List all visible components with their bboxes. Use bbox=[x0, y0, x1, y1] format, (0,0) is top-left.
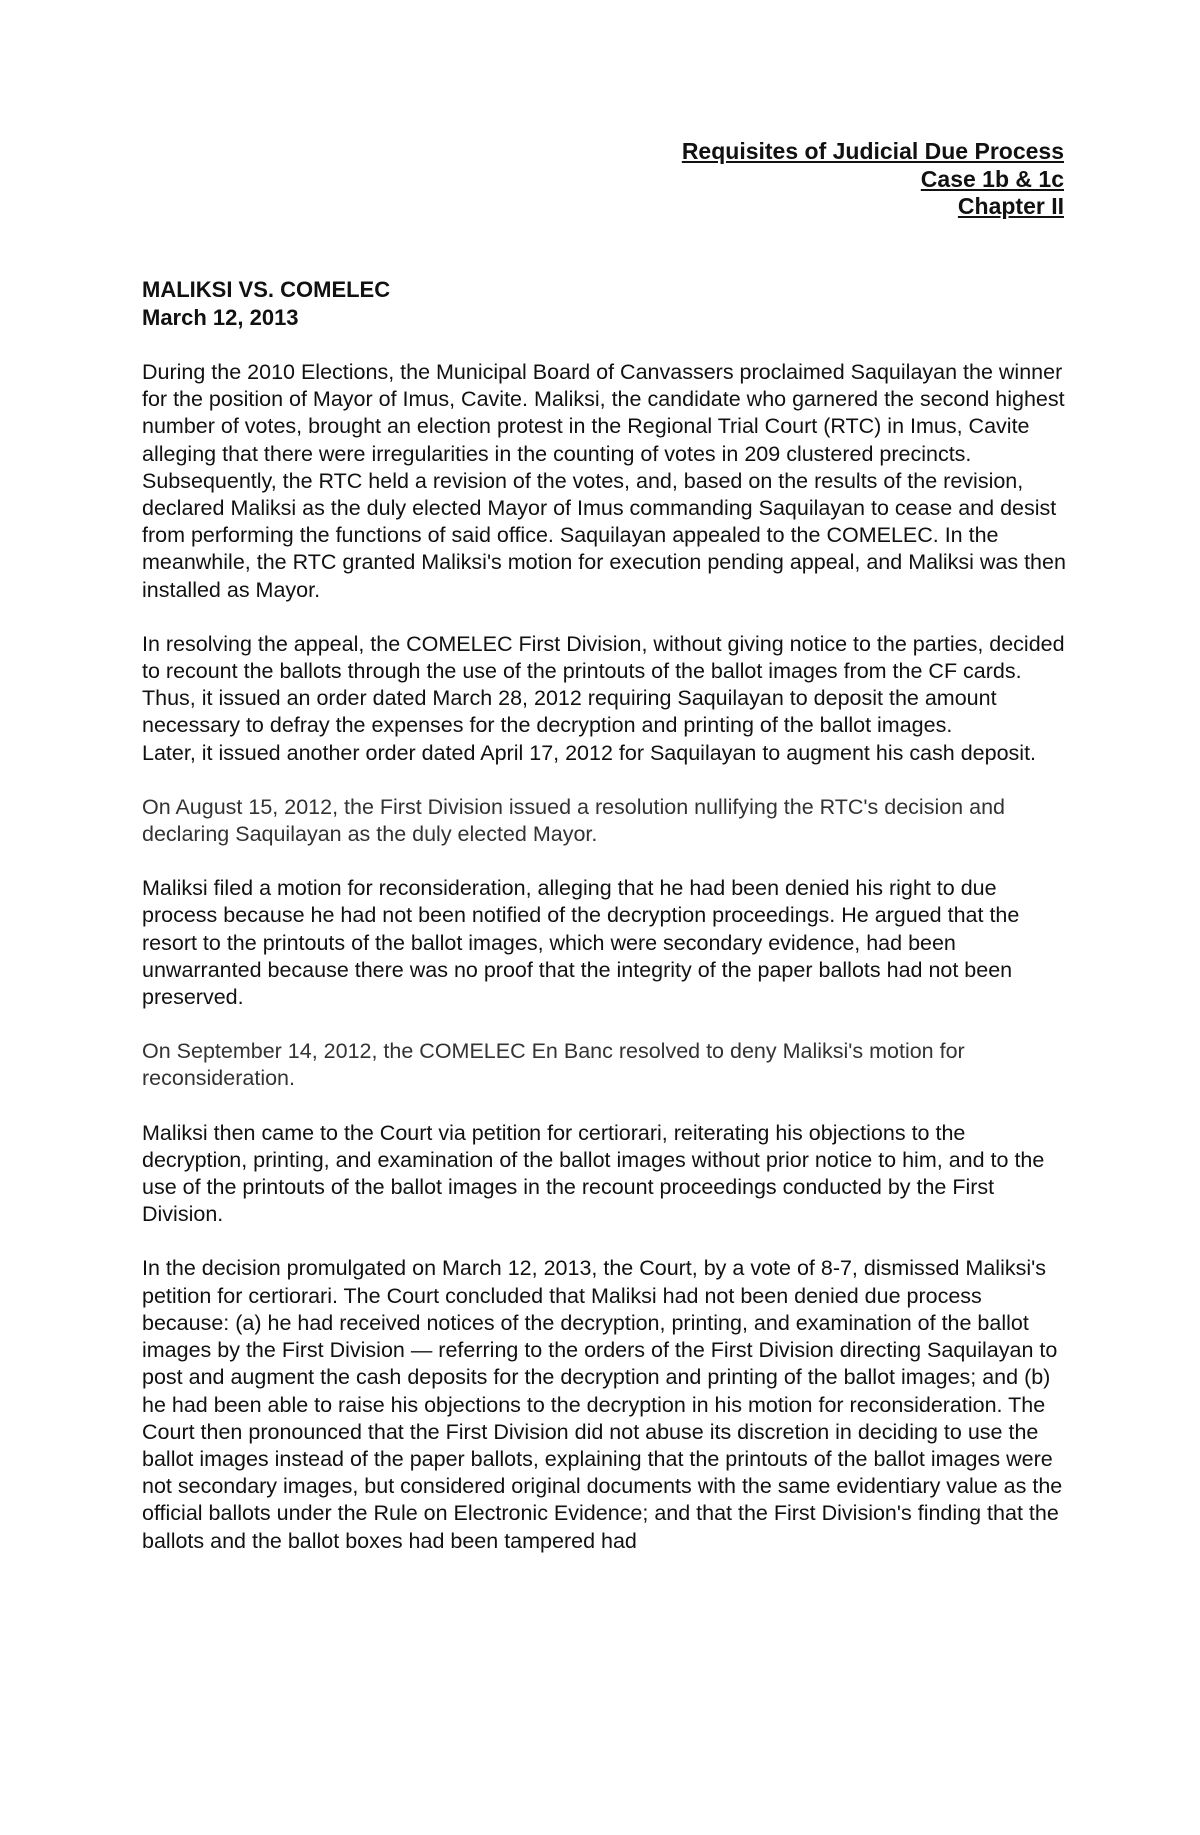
case-title: MALIKSI VS. COMELEC bbox=[142, 277, 391, 302]
paragraph-court-decision: In the decision promulgated on March 12, 2013, the Court, by a vote of 8-7, dismissed Maliksi's petition for certiorari. The Court concluded that Maliksi had not been denied due process because: (a) he had received notices of the decryption, printing, and examination of the ballot images by the First Division — referring to the orders of the First Division directing Saquilayan to post and augment the cash deposits for the decryption and printing of the ballot images; and (b) he had been able to raise his objections to the decryption in his motion for reconsideration. The Court then pronounced that the First Division did not abuse its discretion in deciding to use the ballot images instead of the paper ballots, explaining that the printouts of the ballot images were not secondary images, but considered original documents with the same evidentiary value as the official ballots under the Rule on Electronic Evidence; and that the First Division's finding that the ballots and the ballot boxes had been tampered had bbox=[142, 1256, 1063, 1553]
document-header bbox=[682, 138, 1064, 221]
case-date: March 12, 2013 bbox=[142, 305, 299, 330]
header-chapter: Chapter II bbox=[957, 193, 1064, 219]
paragraph-appeal: In resolving the appeal, the COMELEC First Division, without giving notice to the parties, decided to recount the ballots through the use of the printouts of the ballot images from the CF cards. Thus, it issued an order dated March 28, 2012 requiring Saquilayan to deposit the amount necessary to defray the expenses for the decryption and printing of the ballot images. bbox=[142, 631, 1065, 738]
paragraph-first-division-resolution: On August 15, 2012, the First Division issued a resolution nullifying the RTC's decision and declaring Saquilayan as the duly elected Mayor. bbox=[142, 794, 1005, 847]
header-case-number: Case 1b & 1c bbox=[920, 165, 1064, 192]
paragraph-motion-reconsideration: Maliksi filed a motion for reconsideration, alleging that he had been denied his right to due process because he had not been notified of the decryption proceedings. He argued that the resort to the printouts of the ballot images, which were secondary evidence, had been unwarranted because there was no proof that the integrity of the paper ballots had not been preserved. bbox=[142, 876, 1020, 1010]
document-body bbox=[142, 276, 1066, 1555]
header-topic: Requisites of Judicial Due Process bbox=[681, 138, 1064, 164]
paragraph-background: During the 2010 Elections, the Municipal Board of Canvassers proclaimed Saquilayan the winner for the position of Mayor of Imus, Cavite. Maliksi, the candidate who garnered the second highest number of votes, brought an election protest in the Regional Trial Court (RTC) in Imus, Cavite alleging that there were irregularities in the counting of votes in 209 clustered precincts. Subsequently, the RTC held a revision of the votes, and, based on the results of the revision, declared Maliksi as the duly elected Mayor of Imus commanding Saquilayan to cease and desist from performing the functions of said office. Saquilayan appealed to the COMELEC. In the meanwhile, the RTC granted Maliksi's motion for execution pending appeal, and Maliksi was then installed as Mayor. bbox=[142, 360, 1066, 602]
paragraph-en-banc-denial: On September 14, 2012, the COMELEC En Banc resolved to deny Maliksi's motion for reconsideration. bbox=[142, 1039, 965, 1091]
paragraph-augment-deposit: Later, it issued another order dated April 17, 2012 for Saquilayan to augment his cash deposit. bbox=[142, 740, 1037, 765]
paragraph-certiorari-petition: Maliksi then came to the Court via petition for certiorari, reiterating his objections to the decryption, printing, and examination of the ballot images without prior notice to him, and to the use of the printouts of the ballot images in the recount proceedings conducted by the First Division. bbox=[142, 1120, 1045, 1227]
